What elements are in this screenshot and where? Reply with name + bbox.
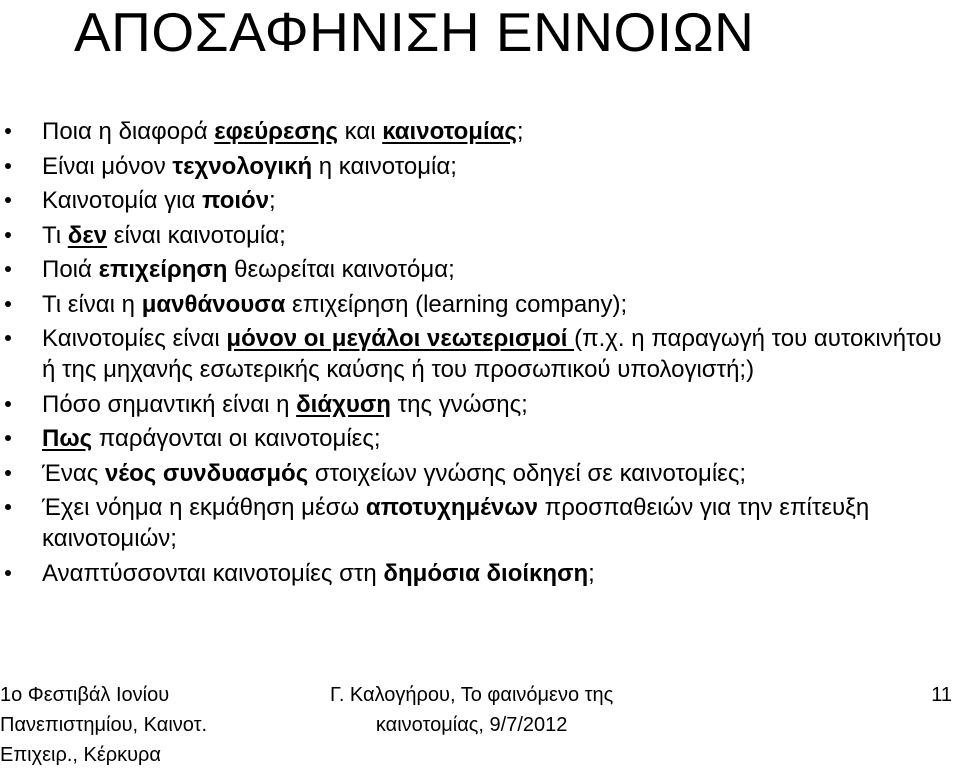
bullet-dot-icon	[5, 197, 11, 203]
bullet-item: Έχει νόημα η εκμάθηση μέσω αποτυχημένων προσπαθειών για την επίτευξη καινοτομιών;	[0, 492, 960, 554]
bullet-item: Τι δεν είναι καινοτομία;	[0, 220, 960, 251]
footer-event	[0, 680, 207, 770]
bullet-item: Ένας νέος συνδυασμός στοιχείων γνώσης οδηγεί σε καινοτομίες;	[0, 458, 960, 489]
bullet-dot-icon	[5, 570, 11, 576]
bullet-item: Ποιά επιχείρηση θεωρείται καινοτόμα;	[0, 254, 960, 285]
bullet-dot-icon	[5, 301, 11, 307]
bullet-item: Πως παράγονται οι καινοτομίες;	[0, 423, 960, 454]
bullet-list	[0, 116, 960, 592]
bullet-dot-icon	[5, 335, 11, 341]
bullet-item: Καινοτομίες είναι μόνον οι μεγάλοι νεωτερισμοί (π.χ. η παραγωγή του αυτοκινήτου ή της μηχανής εσωτερικής καύσης ή του προσωπικού υπολογιστή;)	[0, 323, 960, 385]
bullet-dot-icon	[5, 266, 11, 272]
footer-event-line: 1ο Φεστιβάλ Ιονίου	[0, 684, 170, 706]
bullet-dot-icon	[5, 504, 11, 510]
footer-event-line: Πανεπιστημίου, Καινοτ.	[0, 714, 208, 736]
bullet-dot-icon	[5, 401, 11, 407]
slide-title: ΑΠΟΣΑΦΗΝΙΣΗ ΕΝΝΟΙΩΝ	[74, 1, 755, 63]
bullet-dot-icon	[5, 163, 11, 169]
footer-event-line: Επιχειρ., Κέρκυρα	[0, 744, 161, 766]
bullet-item: Τι είναι η μανθάνουσα επιχείρηση (learning company);	[0, 289, 960, 320]
bullet-dot-icon	[5, 470, 11, 476]
bullet-dot-icon	[5, 232, 11, 238]
bullet-item: Ποια η διαφορά εφεύρεσης και καινοτομίας;	[0, 116, 960, 147]
page-number: 11	[931, 684, 952, 706]
bullet-item: Αναπτύσσονται καινοτομίες στη δημόσια διοίκηση;	[0, 558, 960, 589]
bullet-item: Πόσο σημαντική είναι η διάχυση της γνώσης;	[0, 389, 960, 420]
bullet-item: Είναι μόνον τεχνολογική η καινοτομία;	[0, 151, 960, 182]
bullet-dot-icon	[5, 435, 11, 441]
footer-author	[330, 680, 613, 740]
footer-author-line: Γ. Καλογήρου, Το φαινόμενο της	[330, 684, 614, 706]
bullet-item: Καινοτομία για ποιόν;	[0, 185, 960, 216]
bullet-dot-icon	[5, 128, 11, 134]
footer-author-line: καινοτομίας, 9/7/2012	[375, 714, 568, 736]
